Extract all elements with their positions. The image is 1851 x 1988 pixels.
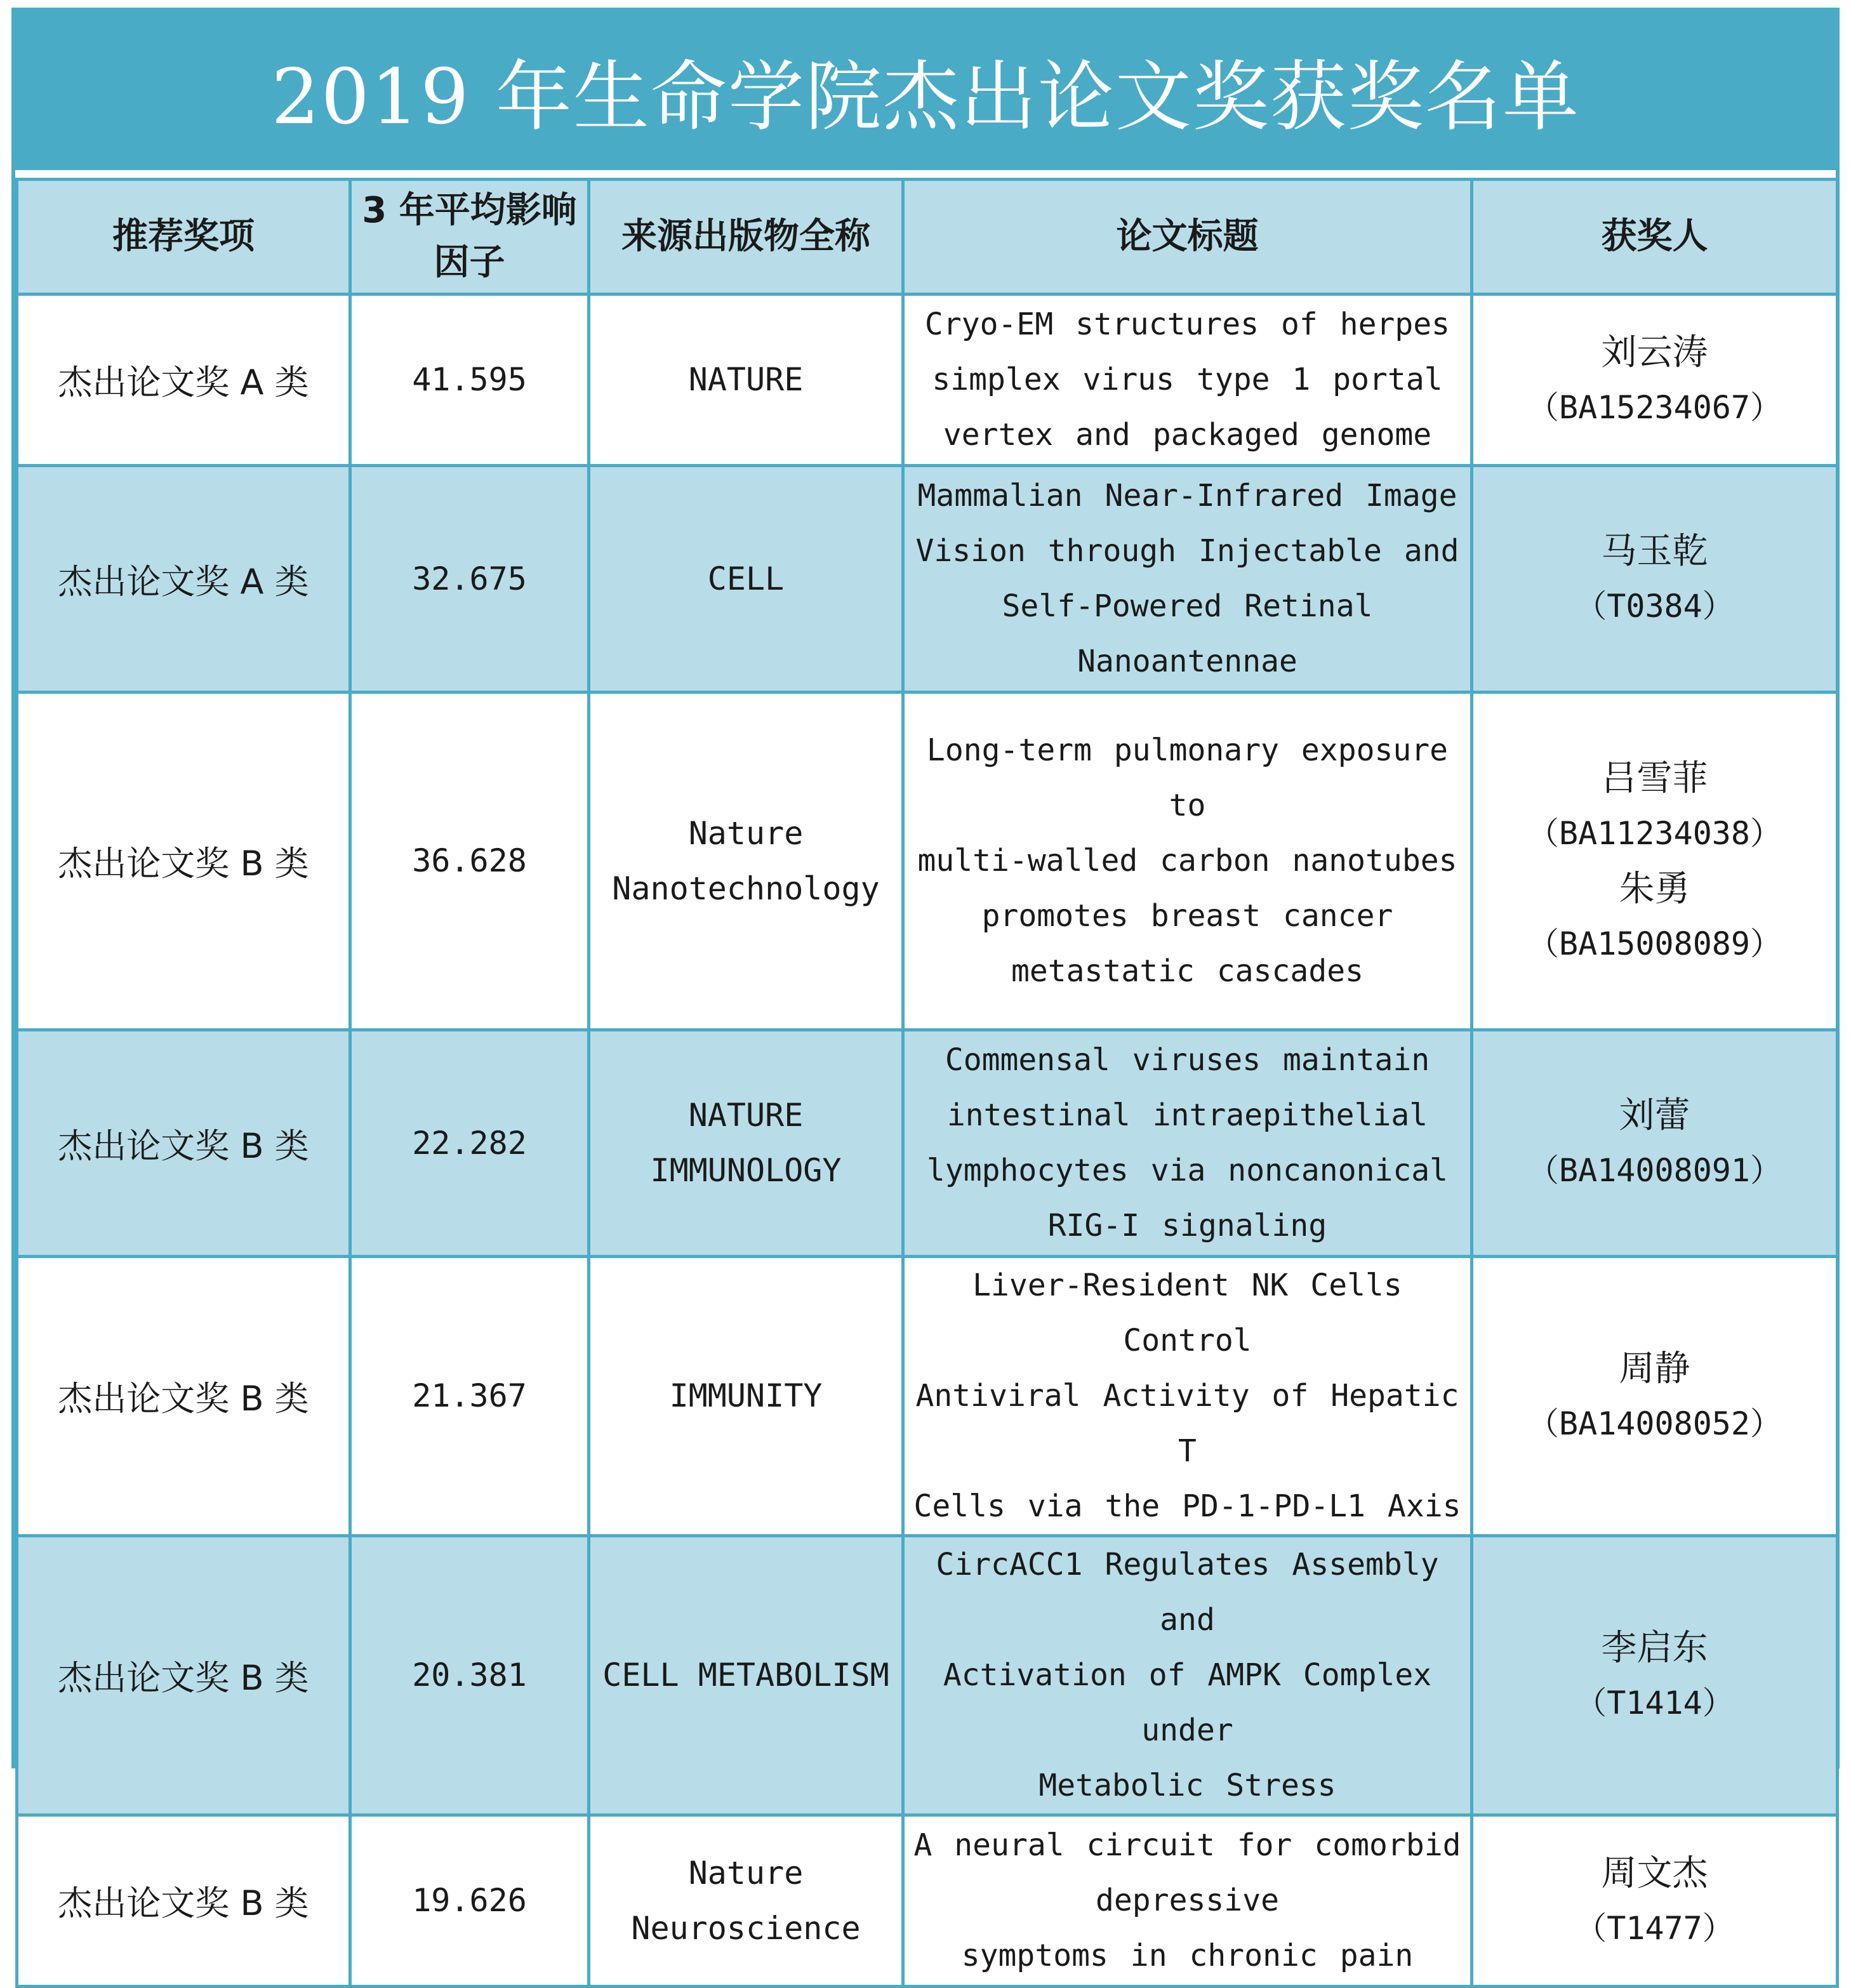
title-banner [15,11,1836,170]
impact-factor-cell: 19.626 [350,1815,589,1987]
paper-title-line: Antiviral Activity of Hepatic T [915,1378,1459,1469]
table-row [17,692,1838,1030]
impact-factor-cell: 36.628 [350,692,589,1030]
publication-line: Nanotechnology [612,870,880,907]
publication-line: Nature [688,1854,804,1892]
paper-title-line: promotes breast cancer [981,898,1393,934]
paper-title-cell [903,692,1472,1030]
page-title: 2019 年生命学院杰出论文奖获奖名单 [271,53,1580,142]
impact-factor-cell: 32.675 [350,466,589,692]
winner-name: 马玉乾 [1601,531,1708,572]
paper-title-line: metastatic cascades [1011,953,1364,989]
paper-title-line: depressive [1096,1883,1279,1918]
winner-id: （T0384） [1575,588,1734,625]
winner-name: 刘云涛 [1601,331,1708,373]
table-row [17,295,1838,466]
winner-id: （BA15008089） [1527,925,1782,962]
winner-id: （BA14008091） [1527,1152,1782,1189]
paper-title-line: Cryo-EM structures of herpes [924,307,1450,342]
publication-line: CELL METABOLISM [602,1657,889,1693]
table-header-row [17,180,1838,295]
paper-title-line: Nanoantennae [1077,644,1297,679]
paper-title-line: Vision through Injectable and [915,533,1459,569]
award-category-cell: 杰出论文奖 B 类 [17,1815,350,1987]
paper-title-line: Long-term pulmonary exposure to [926,732,1449,823]
table-row [17,1030,1838,1257]
publication-line: Neuroscience [631,1909,861,1947]
impact-factor-cell: 21.367 [350,1257,589,1536]
publication-cell [589,1257,903,1536]
paper-title-line: multi-walled carbon nanotubes [917,843,1457,878]
paper-title-line: intestinal intraepithelial [946,1097,1428,1133]
award-category-cell: 杰出论文奖 A 类 [17,466,350,692]
winner-cell [1472,295,1838,466]
publication-cell [589,295,903,466]
winner-id: （BA15234067） [1527,388,1782,426]
winner-name: 刘蕾 [1619,1095,1690,1136]
winner-name: 周文杰 [1601,1852,1708,1894]
header-impact-factor-line2: 因子 [434,242,505,283]
paper-title-line: lymphocytes via noncanonical [926,1153,1449,1188]
header-category: 推荐奖项 [17,180,350,295]
paper-title-line: Commensal viruses maintain [945,1042,1430,1078]
paper-title-cell [903,1030,1472,1257]
publication-cell [589,1030,903,1257]
winner-name: 吕雪菲 [1601,757,1708,799]
publication-line: IMMUNITY [669,1377,823,1414]
paper-title-cell [903,295,1472,466]
paper-title-line: Cells via the PD-1-PD-L1 Axis [913,1488,1461,1524]
header-winner: 获奖人 [1472,180,1838,295]
publication-line: NATURE IMMUNOLOGY [650,1097,842,1189]
winner-id: （BA14008052） [1527,1405,1782,1442]
publication-cell [589,1815,903,1987]
table-row [17,1815,1838,1987]
publication-cell [589,1536,903,1815]
header-impact-factor [350,180,589,295]
winner-cell [1472,1257,1838,1536]
winner-name: 朱勇 [1619,868,1690,910]
awards-table [15,178,1839,1988]
paper-title-line: Self-Powered Retinal [1002,588,1373,624]
winner-id: （BA11234038） [1527,814,1782,852]
award-list-document [11,8,1840,1973]
award-category-cell: 杰出论文奖 B 类 [17,692,350,1030]
paper-title-line: RIG-I signaling [1047,1208,1327,1243]
publication-cell [589,466,903,692]
publication-line: Nature [688,814,804,852]
paper-title-cell [903,1536,1472,1815]
winner-name: 周静 [1619,1348,1690,1389]
winner-cell [1472,1536,1838,1815]
paper-title-cell [903,1815,1472,1987]
paper-title-line: A neural circuit for comorbid [913,1827,1461,1863]
award-category-cell: 杰出论文奖 A 类 [17,295,350,466]
paper-title-line: Mammalian Near-Infrared Image [917,478,1457,514]
winner-cell [1472,466,1838,692]
impact-factor-cell: 20.381 [350,1536,589,1815]
table-row [17,466,1838,692]
table-body [17,295,1838,1987]
impact-factor-cell: 41.595 [350,295,589,466]
award-category-cell: 杰出论文奖 B 类 [17,1030,350,1257]
paper-title-line: vertex and packaged genome [943,417,1432,453]
publication-cell [589,692,903,1030]
publication-line: NATURE [688,361,804,398]
winner-name: 李启东 [1601,1627,1708,1669]
award-category-cell: 杰出论文奖 B 类 [17,1536,350,1815]
winner-id: （T1477） [1575,1909,1734,1947]
paper-title-line: symptoms in chronic pain [961,1938,1414,1973]
header-impact-factor-line1: 3 年平均影响 [362,190,577,231]
paper-title-line: Liver-Resident NK Cells Control [972,1268,1402,1358]
paper-title-line: simplex virus type 1 portal [932,362,1443,397]
impact-factor-cell: 22.282 [350,1030,589,1257]
winner-id: （T1414） [1575,1684,1734,1721]
table-row [17,1257,1838,1536]
publication-line: CELL [707,560,785,597]
winner-cell [1472,1815,1838,1987]
table-row [17,1536,1838,1815]
header-publication: 来源出版物全称 [589,180,903,295]
paper-title-line: Metabolic Stress [1038,1768,1336,1803]
paper-title-cell [903,466,1472,692]
header-paper-title: 论文标题 [903,180,1472,295]
winner-cell [1472,692,1838,1030]
paper-title-line: Activation of AMPK Complex under [943,1657,1432,1748]
paper-title-line: CircACC1 Regulates Assembly and [936,1547,1439,1638]
award-category-cell: 杰出论文奖 B 类 [17,1257,350,1536]
paper-title-cell [903,1257,1472,1536]
winner-cell [1472,1030,1838,1257]
